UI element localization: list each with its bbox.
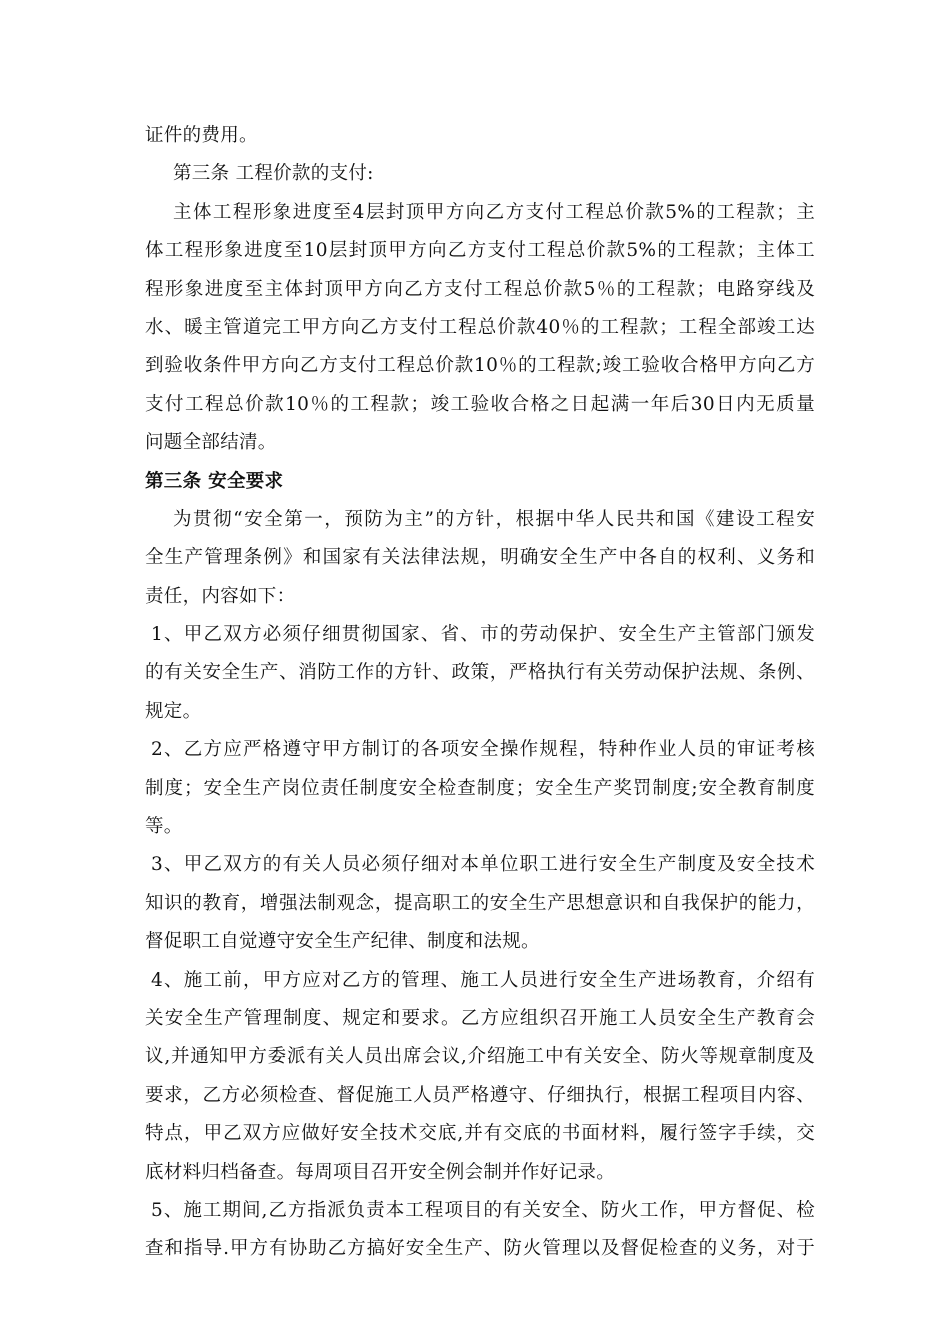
paragraph-line: 查和指导.甲方有协助乙方搞好安全生产、防火管理以及督促检查的义务，对于 (145, 1238, 815, 1260)
paragraph-line: 水、暖主管道完工甲方向乙方支付工程总价款40％的工程款；工程全部竣工达 (145, 316, 815, 338)
paragraph-line: 的有关安全生产、消防工作的方针、政策，严格执行有关劳动保护法规、条例、 (145, 662, 815, 684)
paragraph-line: 规定。 (145, 700, 202, 722)
list-item-5: 5、施工期间,乙方指派负责本工程项目的有关安全、防火工作，甲方督促、检 (151, 1199, 815, 1221)
paragraph-line: 程形象进度至主体封顶甲方向乙方支付工程总价款5％的工程款；电路穿线及 (145, 278, 815, 300)
paragraph-line: 底材料归档备查。每周项目召开安全例会制并作好记录。 (145, 1161, 616, 1183)
list-item-3: 3、甲乙双方的有关人员必须仔细对本单位职工进行安全生产制度及安全技术 (151, 854, 815, 876)
paragraph-line: 为贯彻“安全第一，预防为主”的方针，根据中华人民共和国《建设工程安 (173, 508, 815, 530)
paragraph-line: 主体工程形象进度至4层封顶甲方向乙方支付工程总价款5%的工程款；主 (173, 201, 815, 223)
list-item-4: 4、施工前，甲方应对乙方的管理、施工人员进行安全生产进场教育，介绍有 (151, 969, 815, 991)
paragraph-line: 问题全部结清。 (145, 432, 277, 454)
list-item-1: 1、甲乙双方必须仔细贯彻国家、省、市的劳动保护、安全生产主管部门颁发 (151, 624, 815, 646)
paragraph-line: 支付工程总价款10％的工程款；竣工验收合格之日起满一年后30日内无质量 (145, 393, 815, 415)
list-item-2: 2、乙方应严格遵守甲方制订的各项安全操作规程，特种作业人员的审证考核 (151, 739, 815, 761)
paragraph-line: 等。 (145, 816, 183, 838)
paragraph-line: 特点，甲乙双方应做好安全技术交底,并有交底的书面材料，履行签字手续，交 (145, 1123, 815, 1145)
paragraph-line: 证件的费用。 (145, 125, 258, 146)
paragraph-line: 责任，内容如下： (145, 585, 296, 607)
paragraph-line: 制度；安全生产岗位责任制度安全检查制度；安全生产奖罚制度;安全教育制度 (145, 777, 815, 799)
document-body (145, 117, 815, 1269)
paragraph-line: 体工程形象进度至10层封顶甲方向乙方支付工程总价款5%的工程款；主体工 (145, 240, 815, 262)
paragraph-line: 到验收条件甲方向乙方支付工程总价款10％的工程款;竣工验收合格甲方向乙方 (145, 355, 815, 377)
paragraph-line: 督促职工自觉遵守安全生产纪律、制度和法规。 (145, 931, 540, 953)
section-heading-safety: 第三条 安全要求 (145, 470, 284, 492)
paragraph-line: 全生产管理条例》和国家有关法律法规，明确安全生产中各自的权利、义务和 (145, 547, 815, 569)
paragraph-line: 关安全生产管理制度、规定和要求。乙方应组织召开施工人员安全生产教育会 (145, 1007, 815, 1029)
paragraph-line: 知识的教育，增强法制观念，提高职工的安全生产思想意识和自我保护的能力， (145, 892, 815, 914)
section-heading-payment: 第三条 工程价款的支付: (173, 163, 374, 185)
paragraph-line: 要求，乙方必须检查、督促施工人员严格遵守、仔细执行，根据工程项目内容、 (145, 1084, 815, 1106)
paragraph-line: 议,并通知甲方委派有关人员出席会议,介绍施工中有关安全、防火等规章制度及 (145, 1046, 815, 1068)
